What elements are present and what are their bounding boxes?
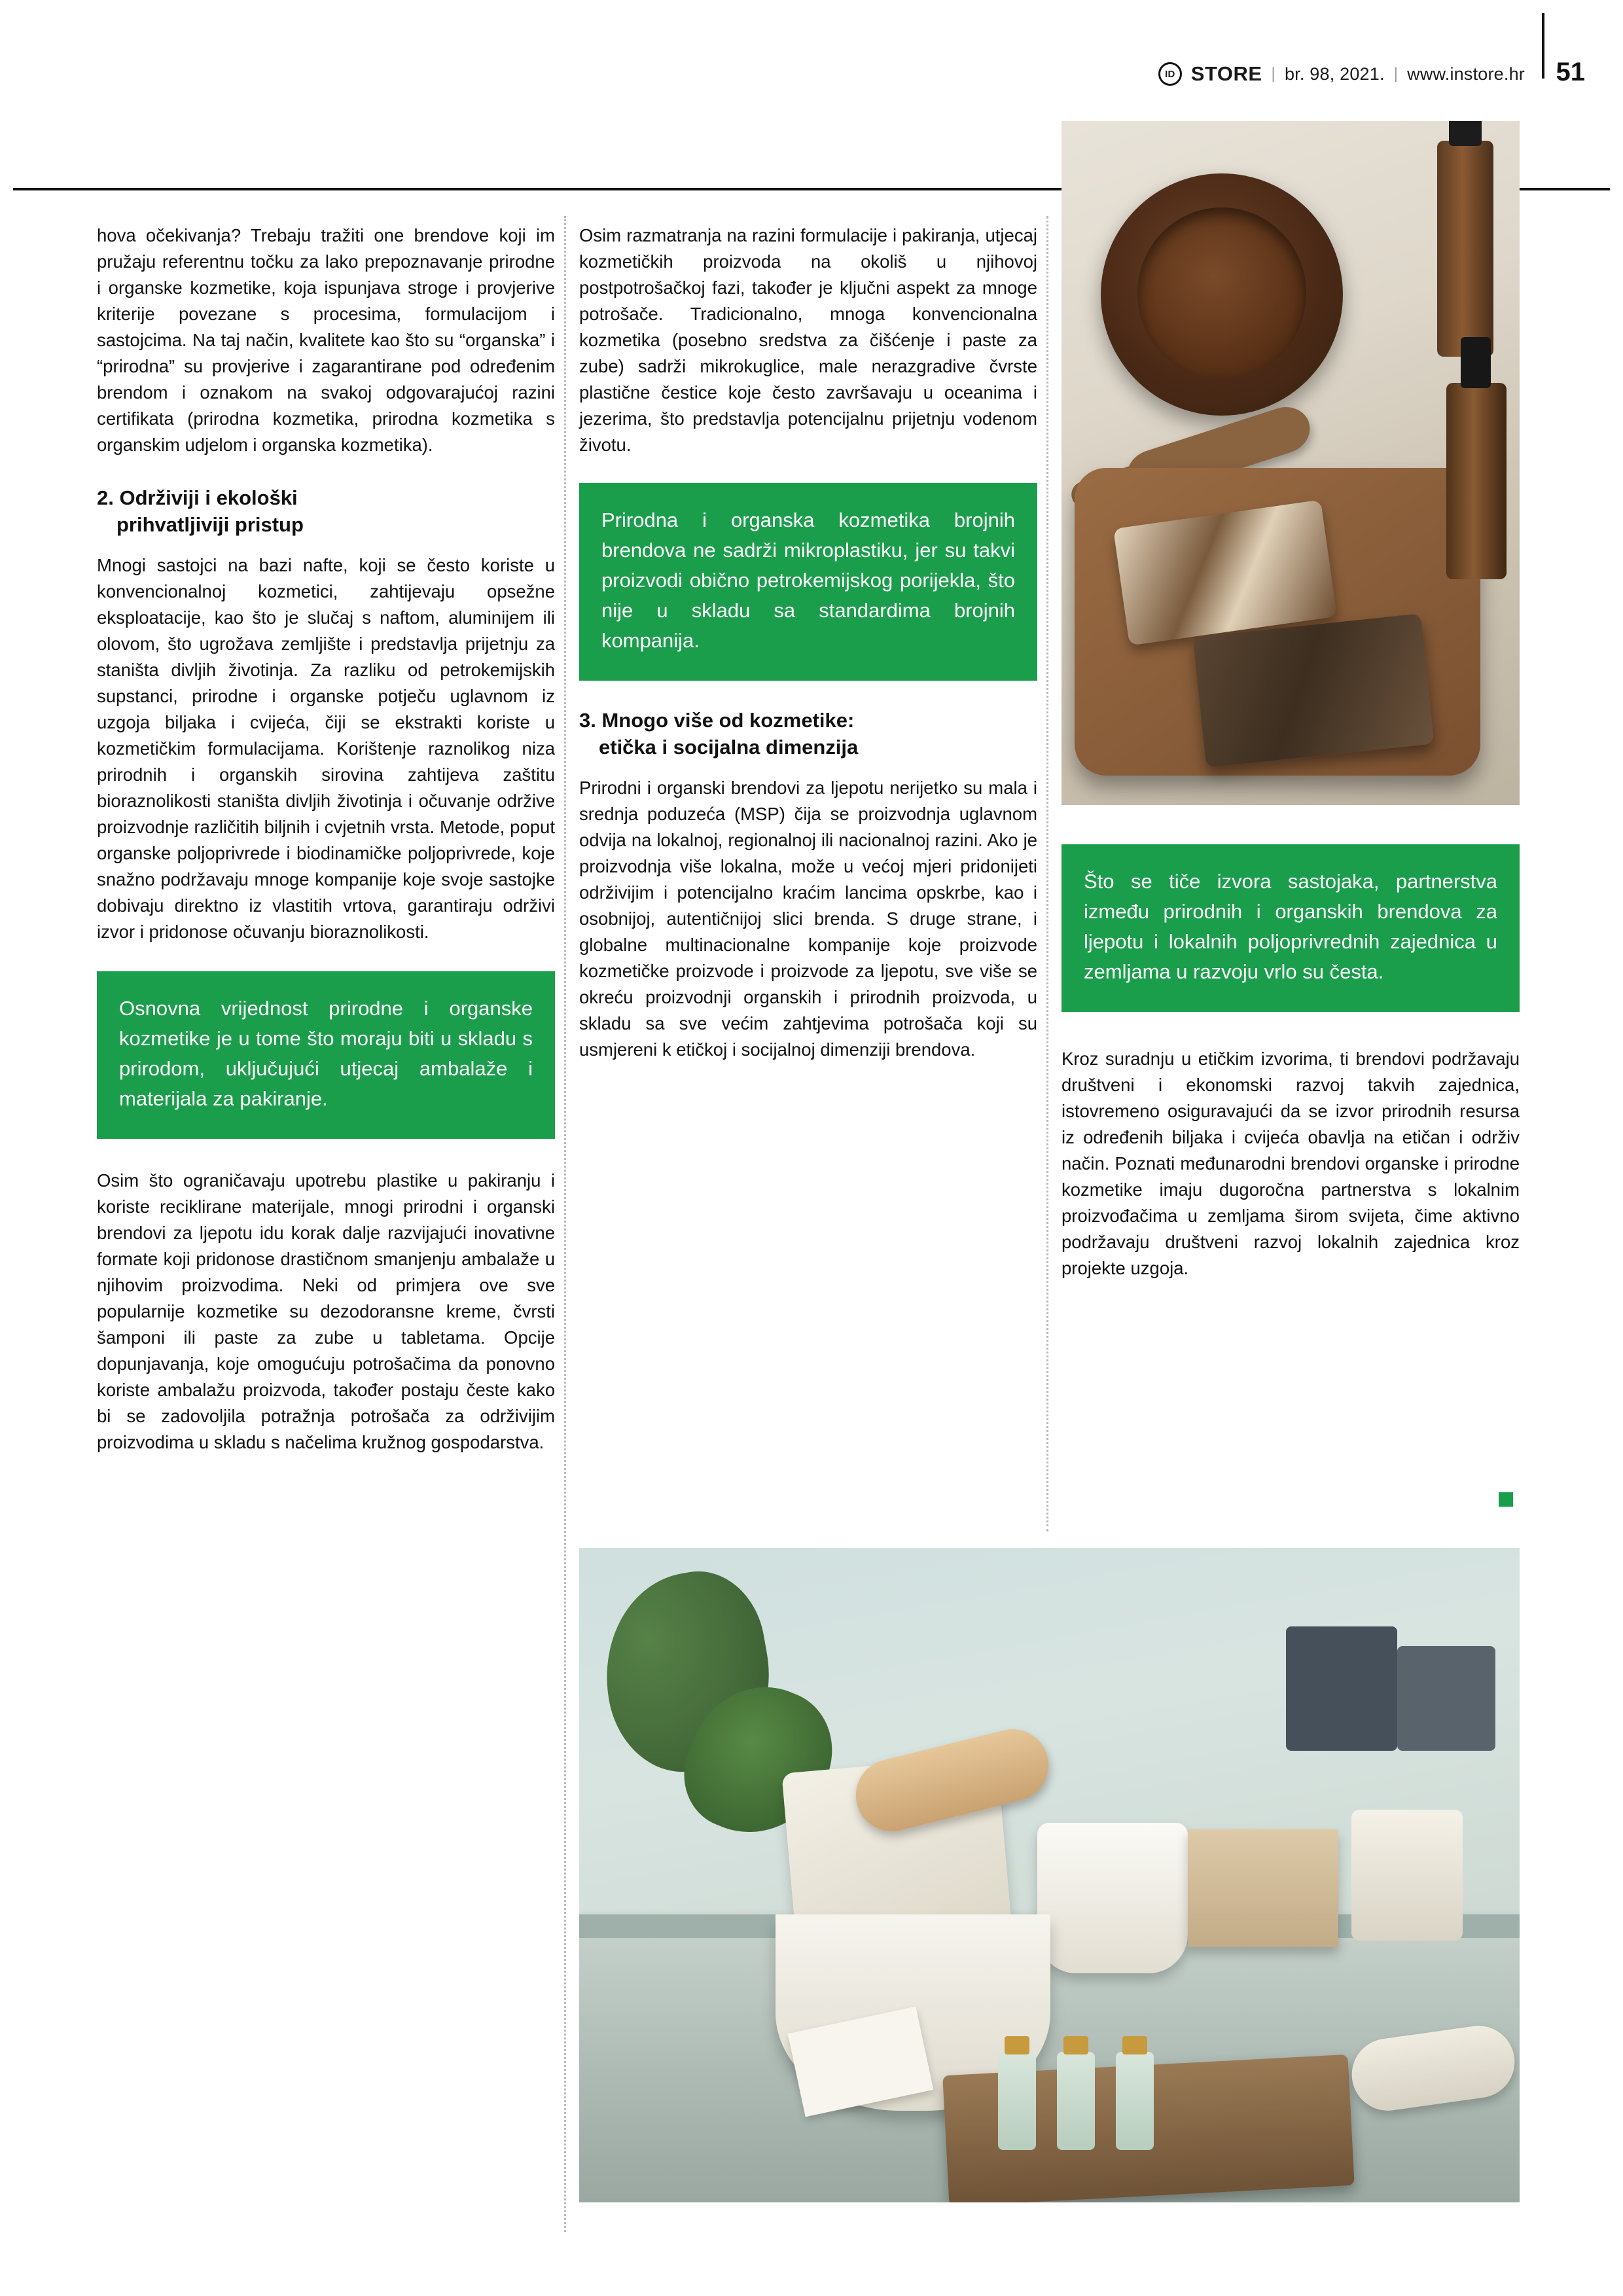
section-heading-2 bbox=[97, 484, 555, 538]
callout-quote-1: Osnovna vrijednost prirodne i organske kozmetike je u tome što moraju biti u skladu s prirodom, uključujući utjecaj ambalaže i materijala za pakiranje. bbox=[97, 971, 555, 1139]
paragraph: hova očekivanja? Trebaju tražiti one brendove koji im pružaju referentnu točku za lako prepoznavanje prirodne i organske kozmetike, koja ispunjava stroge i provjerive kriterije povezane s procesima, formulacijom i sastojcima. Na taj način, kvalitete kao što su “organska” i “prirodna” su provjerive i zagarantirane pod određenim brendom i oznakom na svakoj odgovarajućoj razini certifikata (prirodna kozmetika, prirodna kozmetika s organskim udjelom i organska kozmetika). bbox=[97, 225, 555, 455]
photo-element-cup bbox=[1037, 1823, 1188, 1973]
issue-label: br. 98, 2021. bbox=[1284, 63, 1385, 84]
column-divider-1 bbox=[564, 216, 567, 2232]
header-separator-1: | bbox=[1271, 65, 1275, 82]
paragraph: Osim što ograničavaju upotrebu plastike u pakiranju i koriste reciklirane materijale, mnogi prirodni i organski brendovi za ljepotu idu korak dalje razvijajući inovativne formate koji pridonose drastičnom smanjenju ambalaže u njihovim proizvodima. Neki od primjera ove sve popularnije kozmetike su dezodoransne kreme, čvrsti šamponi ili paste za zube u tabletama. Opcije dopunjavanja, koje omogućuju potrošačima da ponovno koriste ambalažu proizvoda, također postaju česte kako bi se zadovoljila potražnja potrošača za održivijim proizvodima u skladu s načelima kružnog gospodarstva. bbox=[97, 1170, 555, 1452]
eco-cosmetics-store-display-photo bbox=[579, 1548, 1520, 2202]
text-column-2 bbox=[579, 223, 1037, 1063]
header-separator-2: | bbox=[1393, 65, 1399, 82]
paragraph: Osim razmatranja na razini formulacije i pakiranja, utjecaj kozmetičkih proizvoda na okoliš u njihovoj postpotrošačkoj fazi, također je ključni aspekt za mnoge potrošače. Tradicionalno, mnoga konvencionalna kozmetika (posebno sredstva za čišćenje i paste za zube) sadrži mikrokuglice, male nerazgradive čvrste plastične čestice koje često završavaju u oceanima i jezerima, što predstavlja potencijalnu prijetnju vodenom životu. bbox=[579, 225, 1037, 455]
callout-quote-2: Prirodna i organska kozmetika brojnih brendova ne sadrži mikroplastiku, jer su takvi proizvodi obično petrokemijskog porijekla, što nije u skladu sa standardima brojnih kompanija. bbox=[579, 483, 1037, 681]
text-column-1 bbox=[97, 223, 555, 1456]
section-heading-3-line2: etička i socijalna dimenzija bbox=[599, 736, 859, 759]
photo-element-background-box-1 bbox=[1286, 1626, 1397, 1751]
photo-element-vial-2 bbox=[1057, 2052, 1095, 2150]
website-label: www.instore.hr bbox=[1407, 63, 1525, 84]
photo-element-jar bbox=[1351, 1810, 1463, 1941]
paragraph: Kroz suradnju u etičkim izvorima, ti brendovi podržavaju društveni i ekonomski razvoj takvih zajednica, istovremeno osiguravajući da se izvor prirodnih resursa iz određenih biljaka i cvijeća obavlja na etičan i održiv način. Poznati međunarodni brendovi organske i prirodne kozmetike imaju dugoročna partnerstva s lokalnim proizvođačima u zemljama širom svijeta, čime aktivno podržavaju društveni razvoj lokalnih zajednica kroz projekte uzgoja. bbox=[1061, 1049, 1520, 1278]
paragraph: Prirodni i organski brendovi za ljepotu nerijetko su mala i srednja poduzeća (MSP) čija se proizvodnja uglavnom odvija na lokalnoj, regionalnoj ili nacionalnoj razini. Ako je proizvodnja više lokalna, može u većoj mjeri pridonijeti održivijim i potencijalno kraćim lancima opskrbe, kao i osobnijoj, autentičnijoj slici brenda. S druge strane, i globalne multinacionalne kompanije koje proizvode kozmetičke proizvode i proizvode za ljepotu, sve više se okreću proizvodnji organskih i prirodnih proizvoda, u skladu sa sve većim zahtjevima potrošača koji su usmjereni k etičkoj i socijalnoj dimenziji brendova. bbox=[579, 778, 1037, 1060]
natural-cosmetics-ingredients-photo bbox=[1061, 121, 1520, 805]
text-column-3 bbox=[1061, 844, 1520, 1282]
photo-element-vial-3 bbox=[1116, 2052, 1154, 2150]
end-of-article-mark bbox=[1499, 1492, 1513, 1507]
instore-circle-logo-icon: ID bbox=[1158, 62, 1182, 86]
photo-element-bottle-1 bbox=[1437, 141, 1493, 357]
photo-element-bowl bbox=[1101, 173, 1343, 416]
section-heading-3 bbox=[579, 707, 1037, 761]
callout-quote-3: Što se tiče izvora sastojaka, partnerstva između prirodnih i organskih brendova za ljepotu i lokalnih poljoprivrednih zajednica u zemljama u razvoju vrlo su česta. bbox=[1061, 844, 1520, 1012]
column-divider-2 bbox=[1046, 216, 1050, 1532]
paragraph: Mnogi sastojci na bazi nafte, koji se često koriste u konvencionalnoj kozmetici, zahtijevaju opsežne eksploatacije, kao što je slučaj s naftom, aluminijem ili olovom, što ugrožava zemljište i predstavlja prijetnju za staništa divljih životinja. Za razliku od petrokemijskih supstanci, prirodne i organske potječu uglavnom iz uzgoja biljaka i cvijeća, čiji se ekstrakti koriste u kozmetičkim formulacijama. Korištenje raznolikog niza prirodnih i organskih sirovina zahtijeva zaštitu bioraznolikosti staništa divljih životinja i očuvanje održive proizvodnje različitih biljnih i cvjetnih vrsta. Metode, poput organske poljoprivrede i biodinamičke poljoprivrede, koje snažno podržavaju mnoge kompanije koje svoje sastojke dobivaju direktno iz vlastitih vrtova, garantiraju održivi izvor i pridonose očuvanju bioraznolikosti. bbox=[97, 555, 555, 942]
section-heading-2-line1: 2. Održiviji i ekološki bbox=[97, 486, 298, 509]
section-heading-2-line2: prihvatljiviji pristup bbox=[116, 513, 304, 536]
page-number: 51 bbox=[1556, 58, 1585, 86]
header-meta bbox=[1158, 62, 1525, 86]
brand-name: STORE bbox=[1190, 62, 1262, 85]
photo-element-soap-bar-2 bbox=[1193, 613, 1435, 767]
photo-element-carton-box bbox=[1188, 1829, 1338, 1947]
section-heading-3-line1: 3. Mnogo više od kozmetike: bbox=[579, 709, 855, 732]
photo-element-bottle-2 bbox=[1446, 383, 1507, 579]
photo-element-vial-1 bbox=[998, 2052, 1036, 2150]
header-vertical-rule bbox=[1542, 13, 1544, 79]
photo-element-background-box-2 bbox=[1397, 1646, 1495, 1751]
